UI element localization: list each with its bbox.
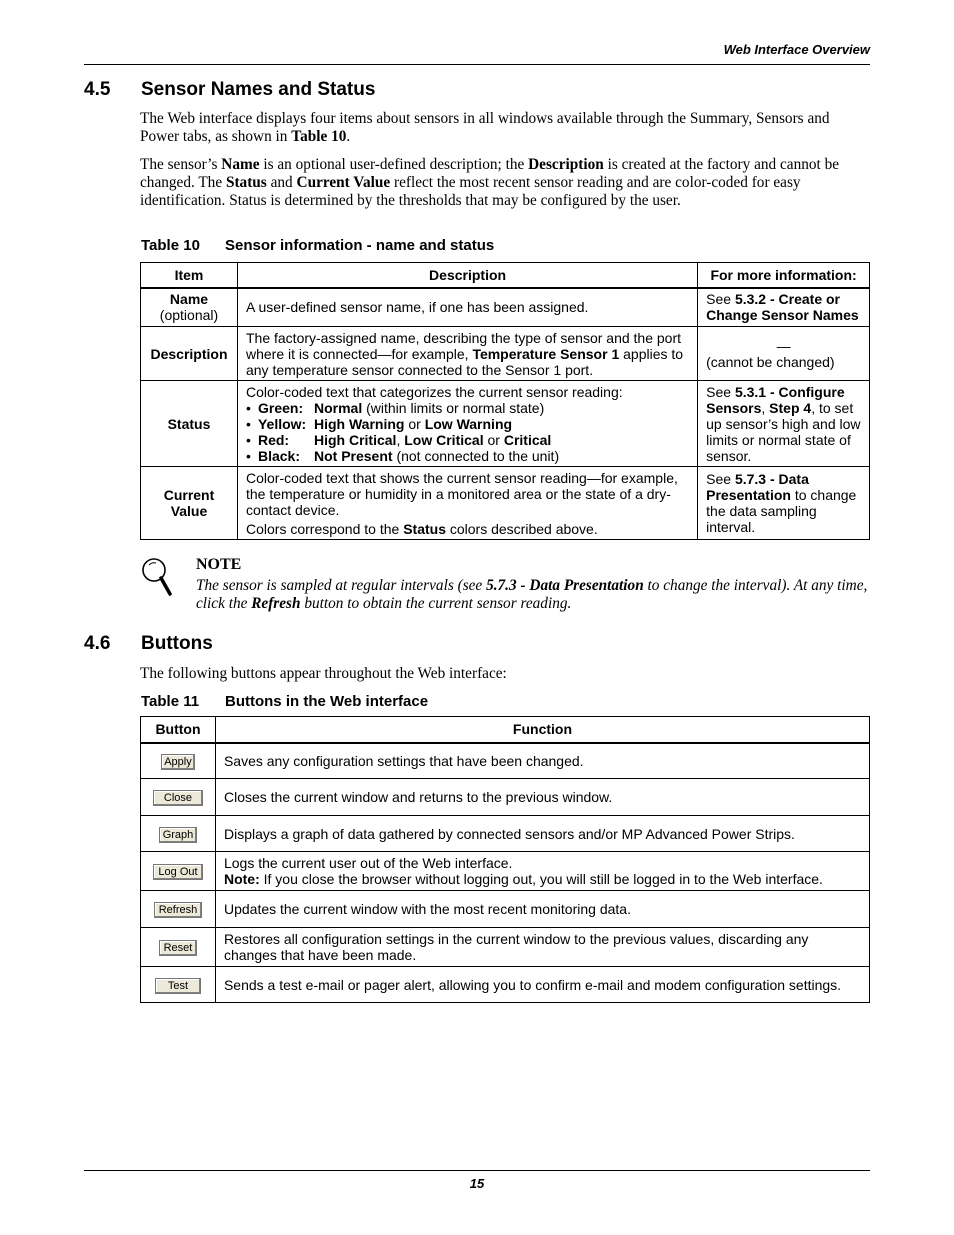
table-row bbox=[141, 743, 870, 779]
table-row bbox=[141, 852, 870, 891]
function-cell: Updates the current window with the most recent monitoring data. bbox=[215, 891, 869, 928]
paragraph-fields: The sensor’s Name is an optional user-defined description; the Description is created at the factory and cannot be changed. The Status and Current Value reflect the most recent sensor reading and are color-coded for easy identification. Status is determined by the thresholds that may be configured by the user. bbox=[140, 156, 840, 209]
info-cell: — (cannot be changed) bbox=[698, 327, 870, 381]
bullet-item: • Red: High Critical, Low Critical or Critical bbox=[245, 431, 552, 448]
table-label: Table 10 bbox=[141, 237, 200, 254]
section-title: Buttons bbox=[141, 633, 213, 654]
function-cell: Sends a test e-mail or pager alert, allowing you to confirm e-mail and modem configuration settings. bbox=[215, 967, 869, 1003]
bullet-item: • Black: Not Present (not connected to the unit) bbox=[245, 447, 560, 464]
column-header: Item bbox=[141, 263, 238, 288]
function-cell: Saves any configuration settings that have been changed. bbox=[215, 743, 869, 779]
function-cell: Restores all configuration settings in the current window to the previous values, discarding any changes that have been made. bbox=[215, 928, 869, 967]
table-row bbox=[141, 891, 870, 928]
table-row bbox=[141, 816, 870, 852]
table-row bbox=[141, 779, 870, 816]
description-cell: Color-coded text that categorizes the current sensor reading: • Green: Normal (within limits or normal state) • Yellow: High Warning or Low Warning • Red: High Critical, Low Critical or Critical • Black: Not Present (not connected to the unit) bbox=[237, 381, 697, 467]
bullet-item: • Green: Normal (within limits or normal state) bbox=[245, 399, 545, 416]
table-row bbox=[141, 467, 870, 540]
table-label: Table 11 bbox=[141, 693, 200, 710]
section-number: 4.5 bbox=[84, 79, 111, 100]
function-cell: Closes the current window and returns to the previous window. bbox=[215, 779, 869, 816]
table-row bbox=[141, 928, 870, 967]
close-button[interactable]: Close bbox=[153, 790, 203, 806]
table-row bbox=[141, 288, 870, 327]
function-cell: Logs the current user out of the Web interface. Note: If you close the browser without logging out, you will still be logged in to the Web interface. bbox=[215, 852, 869, 891]
note-title: NOTE bbox=[196, 556, 242, 573]
refresh-button[interactable]: Refresh bbox=[154, 902, 202, 918]
footer-rule bbox=[84, 1170, 870, 1171]
apply-button[interactable]: Apply bbox=[161, 754, 195, 770]
table-caption bbox=[141, 693, 428, 710]
item-cell: Status bbox=[141, 381, 238, 467]
paragraph-intro: The Web interface displays four items about sensors in all windows available through the Summary, Sensors and Power tabs, as shown in Table 10. bbox=[140, 110, 830, 145]
log-out-button[interactable]: Log Out bbox=[153, 864, 203, 880]
info-cell: See 5.3.1 - Configure Sensors, Step 4, to set up sensor’s high and low limits or normal state of sensor. bbox=[698, 381, 870, 467]
column-header: Button bbox=[141, 717, 216, 743]
item-cell: Name (optional) bbox=[141, 288, 238, 327]
item-cell: Description bbox=[141, 327, 238, 381]
column-header: For more information: bbox=[698, 263, 870, 288]
bullet-item: • Yellow: High Warning or Low Warning bbox=[245, 415, 513, 432]
section-title: Sensor Names and Status bbox=[141, 79, 376, 100]
magnifier-icon bbox=[140, 556, 174, 600]
column-header: Description bbox=[237, 263, 697, 288]
test-button[interactable]: Test bbox=[155, 978, 201, 994]
description-cell: A user-defined sensor name, if one has been assigned. bbox=[237, 288, 697, 327]
paragraph-buttons-intro: The following buttons appear throughout the Web interface: bbox=[140, 665, 507, 682]
buttons-table bbox=[140, 716, 870, 1003]
sensor-info-table bbox=[140, 262, 870, 540]
description-cell: Color-coded text that shows the current sensor reading—for example, the temperature or humidity in a monitored area or the state of a dry-contact device. Colors correspond to the Status colors described above. bbox=[237, 467, 697, 540]
function-cell: Displays a graph of data gathered by connected sensors and/or MP Advanced Power Strips. bbox=[215, 816, 869, 852]
reset-button[interactable]: Reset bbox=[159, 940, 197, 956]
table-row bbox=[141, 327, 870, 381]
note-text: The sensor is sampled at regular intervals (see 5.7.3 - Data Presentation to change the interval). At any time, click the Refresh button to obtain the current sensor reading. bbox=[196, 577, 868, 612]
cross-reference: 5.3.2 - Create or Change Sensor Names bbox=[706, 291, 859, 324]
table-header-row bbox=[141, 263, 870, 288]
column-header: Function bbox=[215, 717, 869, 743]
table-row bbox=[141, 381, 870, 467]
table-ref: Table 10 bbox=[291, 128, 347, 145]
header-rule bbox=[84, 64, 870, 65]
table-title: Sensor information - name and status bbox=[225, 237, 495, 254]
running-header: Web Interface Overview bbox=[723, 42, 870, 57]
info-cell: See 5.7.3 - Data Presentation to change the data sampling interval. bbox=[698, 467, 870, 540]
table-row bbox=[141, 967, 870, 1003]
table-header-row bbox=[141, 717, 870, 743]
section-number: 4.6 bbox=[84, 633, 111, 654]
page-number: 15 bbox=[469, 1176, 485, 1191]
table-title: Buttons in the Web interface bbox=[225, 693, 429, 710]
item-cell: Current Value bbox=[141, 467, 238, 540]
table-caption bbox=[141, 237, 494, 254]
info-cell: See 5.3.2 - Create or Change Sensor Names bbox=[698, 288, 870, 327]
description-cell: The factory-assigned name, describing the type of sensor and the port where it is connected—for example, Temperature Sensor 1 applies to any temperature sensor connected to the Sensor 1 port. bbox=[237, 327, 697, 381]
graph-button[interactable]: Graph bbox=[159, 827, 197, 843]
